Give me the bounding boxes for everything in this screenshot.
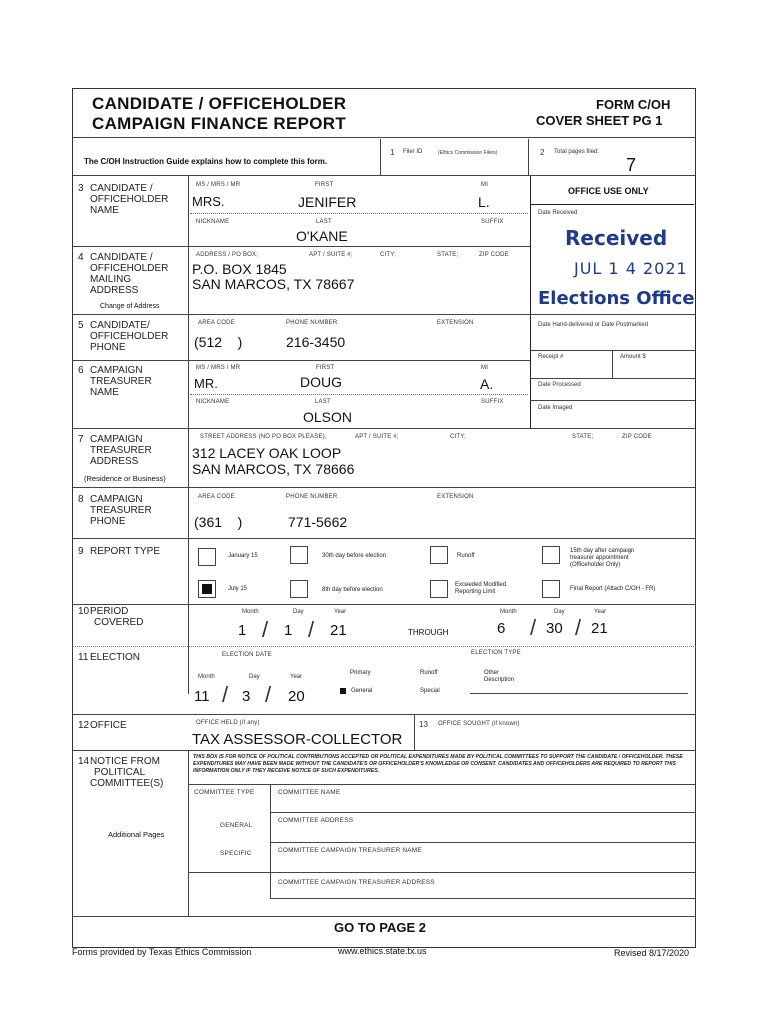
treasurer-suffix-label: SUFFIX (481, 399, 504, 405)
total-pages-label: Total pages filed: (554, 149, 600, 155)
election-primary-option: Primary (350, 670, 371, 676)
form-title-line2: CAMPAIGN FINANCE REPORT (92, 114, 347, 133)
election-year-label: Year (290, 674, 303, 680)
office-held-label: OFFICE HELD (if any) (196, 720, 260, 726)
phone-ext-label: EXTENSION (437, 320, 474, 326)
checkbox-january-15[interactable] (198, 548, 216, 566)
treasurer-phone-area-label: AREA CODE (198, 494, 235, 500)
section-9-title: 9 REPORT TYPE (78, 546, 161, 557)
footer-revised: Revised 8/17/2020 (614, 948, 690, 958)
divider (270, 812, 696, 813)
election-date-label: ELECTION DATE (222, 652, 272, 658)
divider (470, 693, 688, 694)
phone-area-label: AREA CODE (198, 320, 235, 326)
divider (72, 714, 696, 715)
election-month-label: Month (198, 674, 215, 680)
receipt-label: Receipt # (538, 354, 564, 360)
divider (190, 394, 528, 395)
hand-delivered-label: Date Hand-delivered or Date Postmarked (538, 322, 649, 328)
mailing-zip-label: ZIP CODE (479, 252, 509, 258)
divider (72, 916, 696, 917)
divider (188, 176, 189, 694)
divider (414, 714, 415, 750)
divider (188, 784, 696, 785)
filer-id-num: 1 (390, 148, 395, 157)
period-to-day: 30 (546, 620, 563, 637)
election-general-option: General (351, 688, 373, 694)
divider (270, 898, 696, 899)
treasurer-mi-label: MI (481, 365, 489, 371)
mailing-line1: P.O. BOX 1845 (192, 261, 287, 277)
divider (190, 213, 528, 214)
option-january-15: January 15 (228, 553, 258, 559)
divider (72, 750, 696, 751)
treasurer-zip-label: ZIP CODE (622, 434, 652, 440)
stamp-received: Received (565, 226, 668, 250)
option-8th-day: 8th day before election (322, 587, 383, 593)
divider (72, 360, 530, 361)
checkbox-8th-day[interactable] (290, 580, 308, 598)
candidate-prefix-label: MS / MRS / MR (196, 182, 241, 188)
treasurer-nickname-label: NICKNAME (196, 399, 230, 405)
divider (530, 400, 695, 401)
processed-label: Date Processed (538, 382, 581, 388)
treasurer-first: DOUG (300, 374, 342, 390)
divider (530, 314, 695, 315)
option-30th-day: 30th day before election (322, 553, 387, 559)
imaged-label: Date Imaged (538, 405, 573, 411)
residence-or-business-note: (Residence or Business) (84, 474, 166, 483)
date-slash: / (262, 617, 269, 642)
filer-id-sublabel: (Ethics Commission Filers) (438, 150, 498, 156)
checkbox-general-election[interactable] (340, 688, 346, 694)
committee-treasurer-name-label: COMMITTEE CAMPAIGN TREASURER NAME (278, 847, 422, 854)
committee-general-label: GENERAL (220, 822, 253, 829)
divider (188, 872, 696, 873)
section-12-title: 12OFFICE (78, 720, 127, 731)
phone-number: 216-3450 (286, 334, 346, 350)
period-from-day: 1 (284, 622, 293, 639)
checkbox-15th-day-after[interactable] (542, 546, 560, 564)
candidate-prefix: MRS. (192, 194, 225, 209)
treasurer-address-line2: SAN MARCOS, TX 78666 (192, 461, 355, 477)
section-3-title: 3 CANDIDATE / OFFICEHOLDER NAME (78, 183, 169, 216)
stamp-date: JUL 1 4 2021 (574, 259, 688, 278)
election-year: 20 (288, 688, 305, 705)
period-to-day-label: Day (554, 609, 565, 615)
treasurer-apt-label: APT / SUITE #; (355, 434, 399, 440)
divider (72, 428, 696, 429)
phone-number-label: PHONE NUMBER (286, 320, 338, 326)
treasurer-phone-ext-label: EXTENSION (437, 494, 474, 500)
candidate-mi-label: MI (481, 182, 489, 188)
option-runoff: Runoff (457, 553, 475, 559)
treasurer-state-label: STATE; (572, 434, 594, 440)
section-14-title: 14NOTICE FROM POLITICAL COMMITTEE(S) (78, 756, 164, 789)
period-to-month-label: Month (500, 609, 517, 615)
through-label: THROUGH (408, 628, 449, 637)
mailing-line2: SAN MARCOS, TX 78667 (192, 276, 355, 292)
checkbox-30th-day[interactable] (290, 546, 308, 564)
footer-provided-by: Forms provided by Texas Ethics Commission (72, 947, 252, 957)
notice-text: THIS BOX IS FOR NOTICE OF POLITICAL CONTRIBUTIONS ACCEPTED OR POLITICAL EXPENDITURES MADE BY POLITICAL COMMITTEES TO SUPPORT THE CANDIDATE / OFFICEHOLDER. THESE EXPENDITURES MAY HAVE BEEN MADE WITHOUT THE CANDIDATE'S OR OFFICEHOLDER'S KNOWLEDGE OR CONSENT. CANDIDATES AND OFFICEHOLDERS ARE REQUIRED TO REPORT THIS INFORMATION ONLY IF THEY RECEIVE NOTICE OF SUCH EXPENDITURES. (193, 754, 683, 774)
section-4-title: 4 CANDIDATE / OFFICEHOLDER MAILING ADDRESS (78, 252, 169, 296)
election-runoff-option: Runoff (420, 670, 438, 676)
section-6-title: 6 CAMPAIGN TREASURER NAME (78, 365, 152, 398)
option-15th-day-after: 15th day after campaign treasurer appointment (Officeholder Only) (570, 548, 635, 568)
section-8-title: 8 CAMPAIGN TREASURER PHONE (78, 494, 152, 527)
option-july-15: July 15 (228, 586, 248, 592)
committee-treasurer-address-label: COMMITTEE CAMPAIGN TREASURER ADDRESS (278, 879, 435, 886)
stamp-office: Elections Office (538, 288, 695, 309)
option-exceeded-limit: Exceeded Modified Reporting Limit (455, 582, 507, 595)
candidate-suffix-label: SUFFIX (481, 219, 504, 225)
candidate-last: O'KANE (296, 228, 348, 244)
election-day: 3 (242, 688, 251, 705)
treasurer-last-label: LAST (315, 399, 331, 405)
option-final-report: Final Report (Attach C/OH - FR) (570, 586, 656, 592)
divider (530, 378, 695, 379)
goto-page-2: GO TO PAGE 2 (334, 920, 426, 935)
checkbox-july-15[interactable] (198, 580, 216, 598)
section-7-title: 7 CAMPAIGN TREASURER ADDRESS (78, 434, 152, 467)
candidate-first-label: FIRST (315, 182, 334, 188)
election-month: 11 (194, 688, 210, 705)
mailing-apt-label: APT / SUITE #; (309, 252, 353, 258)
mailing-state-label: STATE; (437, 252, 459, 258)
date-slash: / (530, 615, 537, 640)
additional-pages-label: Additional Pages (108, 830, 165, 839)
instruction-text: The C/OH Instruction Guide explains how to complete this form. (84, 157, 328, 166)
checkbox-final-report[interactable] (542, 580, 560, 598)
treasurer-phone-area: (361 ) (194, 514, 243, 530)
election-day-label: Day (249, 674, 260, 680)
treasurer-prefix-label: MS / MRS / MR (196, 365, 241, 371)
mailing-city-label: CITY; (380, 252, 396, 258)
treasurer-prefix: MR. (194, 376, 218, 391)
mailing-address-label: ADDRESS / PO BOX; (196, 252, 259, 258)
divider (72, 538, 696, 539)
election-type-label: ELECTION TYPE (471, 650, 521, 656)
divider (380, 139, 381, 175)
date-slash: / (265, 682, 272, 707)
treasurer-phone-number: 771-5662 (288, 514, 348, 530)
form-title-line1: CANDIDATE / OFFICEHOLDER (92, 94, 347, 113)
office-sought-label: OFFICE SOUGHT (if known) (438, 721, 520, 727)
date-slash: / (308, 617, 315, 642)
treasurer-phone-number-label: PHONE NUMBER (286, 494, 338, 500)
change-of-address-label: Change of Address (100, 303, 160, 310)
committee-address-label: COMMITTEE ADDRESS (278, 817, 354, 824)
candidate-nickname-label: NICKNAME (196, 219, 230, 225)
committee-specific-label: SPECIFIC (220, 850, 252, 857)
divider (72, 646, 696, 647)
period-to-year-label: Year (594, 609, 607, 615)
section-11-title: 11 ELECTION (78, 652, 141, 663)
divider (72, 137, 696, 138)
office-held-value: TAX ASSESSOR-COLLECTOR (192, 731, 403, 748)
divider (72, 246, 530, 247)
divider (270, 784, 271, 898)
period-from-year-label: Year (334, 609, 347, 615)
period-from-month: 1 (238, 622, 247, 639)
divider (72, 487, 696, 488)
section-10-title: 10PERIOD COVERED (78, 606, 144, 628)
date-received-label: Date Received (538, 210, 578, 216)
treasurer-street-label: STREET ADDRESS (NO PO BOX PLEASE); (200, 434, 327, 440)
form-code: FORM C/OH (596, 97, 671, 112)
election-other-option: Other Description (484, 670, 515, 683)
candidate-mi: L. (478, 194, 490, 210)
committee-type-label: COMMITTEE TYPE (194, 789, 255, 796)
treasurer-last: OLSON (303, 409, 353, 425)
treasurer-city-label: CITY; (450, 434, 466, 440)
treasurer-first-label: FIRST (316, 365, 335, 371)
candidate-last-label: LAST (316, 219, 332, 225)
treasurer-mi: A. (480, 376, 494, 392)
candidate-first: JENIFER (298, 194, 357, 210)
divider (270, 842, 696, 843)
total-pages-value: 7 (626, 155, 637, 175)
divider (188, 750, 189, 916)
phone-area: (512 ) (194, 334, 243, 350)
date-slash: / (222, 682, 229, 707)
section-5-title: 5 CANDIDATE/ OFFICEHOLDER PHONE (78, 320, 169, 353)
divider (72, 604, 696, 605)
divider (612, 350, 613, 378)
total-pages-num: 2 (540, 148, 545, 157)
office-use-title: OFFICE USE ONLY (568, 186, 649, 196)
election-special-option: Special (420, 688, 440, 694)
filer-id-label: Filer ID (403, 149, 423, 155)
period-from-year: 21 (330, 622, 347, 639)
committee-name-label: COMMITTEE NAME (278, 789, 341, 796)
form-subtitle: COVER SHEET PG 1 (536, 113, 663, 128)
period-to-year: 21 (591, 620, 608, 637)
period-to-month: 6 (497, 620, 506, 637)
amount-label: Amount $ (620, 354, 646, 360)
treasurer-address-line1: 312 LACEY OAK LOOP (192, 445, 342, 461)
period-from-month-label: Month (242, 609, 259, 615)
footer-url: www.ethics.state.tx.us (338, 946, 427, 956)
divider (72, 314, 530, 315)
divider (528, 139, 529, 175)
checkbox-exceeded-limit[interactable] (430, 580, 448, 598)
period-from-day-label: Day (293, 609, 304, 615)
section-13-num: 13 (419, 720, 428, 729)
checkbox-runoff[interactable] (430, 546, 448, 564)
date-slash: / (575, 615, 582, 640)
